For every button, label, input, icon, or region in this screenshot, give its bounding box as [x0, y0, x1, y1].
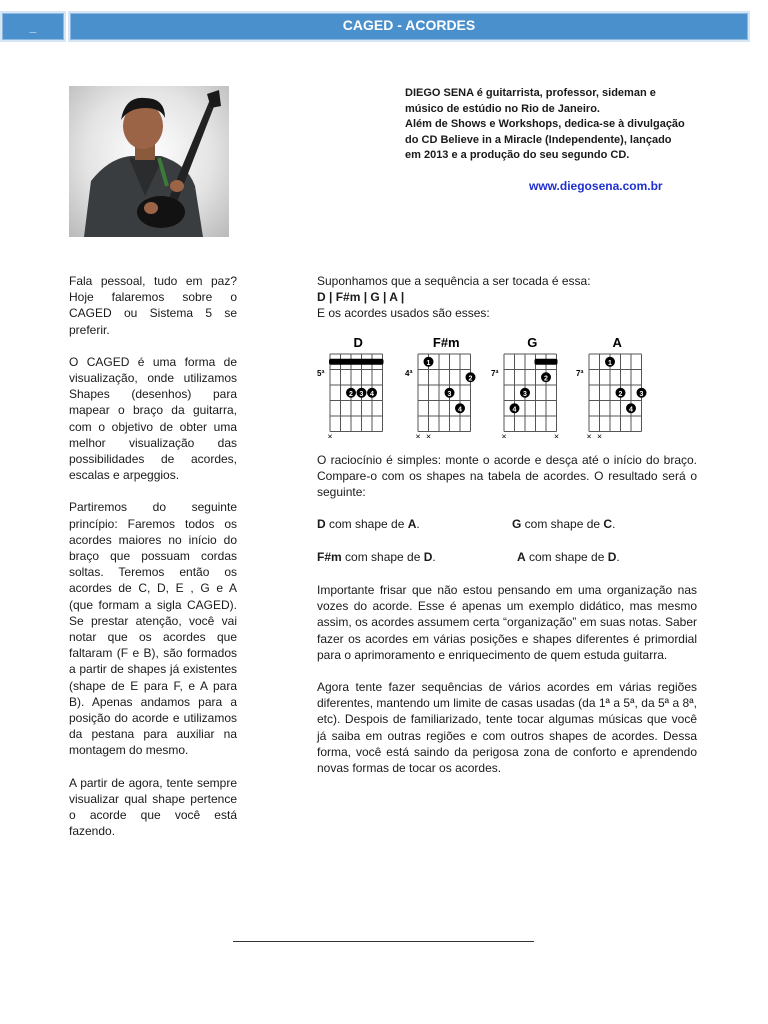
finger-number: 3: [359, 390, 364, 398]
pair-end: .: [432, 550, 436, 564]
pair-text: com shape de: [521, 517, 604, 531]
left-column: [69, 273, 237, 856]
finger-number: 2: [544, 375, 548, 383]
finger-number: 1: [426, 359, 431, 367]
pair-text: com shape de: [325, 517, 408, 531]
pair-shape: A: [407, 517, 417, 531]
right-column: [317, 273, 697, 322]
bio-line: em 2013 e a produção do seu segundo CD.: [405, 149, 630, 161]
chord-name: A: [612, 335, 622, 350]
muted-string-mark: ×: [415, 431, 421, 438]
finger-number: 3: [523, 390, 527, 398]
pair-text: com shape de: [525, 550, 608, 564]
muted-string-mark: ×: [586, 431, 592, 438]
shape-pair: [517, 550, 620, 564]
finger-number: 4: [458, 406, 462, 414]
pair-shape: D: [423, 550, 433, 564]
header-tab: _: [2, 13, 64, 40]
paragraph-reasoning: O raciocínio é simples: monte o acorde e desça até o início do braço. Compare-o com os shapes na tabela de acordes. O resultado será o seguinte:: [317, 453, 697, 500]
chord-name: F#m: [432, 335, 460, 350]
muted-string-mark: ×: [327, 431, 333, 438]
website-link[interactable]: www.diegosena.com.br: [529, 179, 663, 193]
fret-position-label: 5ª: [317, 369, 325, 378]
chord-name: G: [527, 335, 538, 350]
muted-string-mark: ×: [425, 431, 432, 438]
barre-mark: [329, 359, 384, 365]
finger-number: 1: [608, 359, 612, 367]
barre-mark: [535, 359, 558, 365]
muted-string-mark: ×: [501, 431, 507, 438]
bio-line: DIEGO SENA é guitarrista, professor, sideman e: [405, 87, 656, 99]
paragraph-principle: Partiremos do seguinte princípio: Faremos todos os acordes maiores no início do braço que possuam cordas soltas. Teremos então os acordes de C, D, E , G e A (que formam a sigla CAGED). Se prestar atenção, você vai notar que os acordes que faltaram (F e B), são formados a partir de shapes já existentes (shape de E para F, e A para B). Apenas andamos para a posição do acorde e utilizamos da pestana para auxiliar na montagem do mesmo.: [69, 500, 237, 758]
pair-chord: G: [512, 517, 522, 531]
paragraph-important: Importante frisar que não estou pensando em uma organização nas vozes do acorde. Esse é apenas um exemplo didático, mas mesmo assim, os acordes assumem certa “organização” em suas notas. Saber fazer os acordes em várias posições e shapes diferentes é primordial para o aprimoramento e enriquecimento de quem estuda guitarra.: [317, 583, 697, 662]
paragraph-caged-definition: O CAGED é uma forma de visualização, onde utilizamos Shapes (desenhos) para mapear o braço da guitarra, com o objetivo de obter uma melhor visualização das possibilidades de acordes, escalas e arpeggios.: [69, 354, 237, 483]
fret-position-label: 4ª: [405, 369, 413, 378]
author-bio: [405, 86, 705, 164]
chord-diagrams: [316, 334, 656, 438]
guitarist-image: [69, 86, 229, 237]
finger-number: 3: [447, 390, 452, 398]
bio-line: músico de estúdio no Rio de Janeiro.: [405, 102, 600, 115]
footer-divider: [233, 941, 534, 942]
pair-shape: D: [607, 550, 617, 564]
chord-sequence: D | F#m | G | A |: [317, 290, 405, 305]
paragraph-practice: Agora tente fazer sequências de vários acordes em várias regiões diferentes, mantendo um limite de casas usadas (da 1ª a 5ª, da 5ª a 8ª, etc). Despois de familiarizado, tente tocar algumas músicas que você já saiba em outras regiões e com outros shapes de acordes. Dessa forma, você está saindo da perigosa zona de conforto e aprendendo novas formas de tocar os acordes.: [317, 680, 697, 776]
muted-string-mark: ×: [596, 431, 603, 438]
pair-chord: A: [517, 550, 526, 564]
right-column-lower: [317, 452, 697, 517]
shape-pair: [317, 550, 436, 564]
pair-text: com shape de: [341, 550, 424, 564]
pair-chord: D: [317, 517, 326, 531]
author-photo: [69, 86, 229, 237]
chords-used-label: E os acordes usados são esses:: [317, 306, 490, 321]
paragraph-conclusion: A partir de agora, tente sempre visualizar qual shape pertence o acorde que você está fazendo.: [69, 775, 237, 839]
fret-position-label: 7ª: [576, 369, 584, 378]
finger-number: 2: [618, 390, 623, 398]
finger-number: 2: [468, 375, 473, 383]
finger-number: 2: [349, 390, 353, 398]
pair-chord: F#m: [317, 550, 342, 564]
fret-position-label: 7ª: [491, 369, 499, 378]
bio-line: Além de Shows e Workshops, dedica-se à divulgação: [405, 118, 685, 130]
finger-number: 4: [370, 390, 374, 398]
sequence-intro: Suponhamos que a sequência a ser tocada é essa:: [317, 274, 591, 288]
chord-name: D: [353, 335, 363, 350]
shape-pair: [317, 517, 420, 531]
finger-number: 4: [512, 406, 517, 414]
right-column-bottom: [317, 582, 697, 792]
finger-number: 4: [629, 406, 633, 414]
finger-number: 3: [639, 390, 644, 398]
pair-end: .: [612, 517, 616, 531]
paragraph-intro: Fala pessoal, tudo em paz? Hoje falaremos sobre o CAGED ou Sistema 5 se preferir.: [69, 274, 237, 337]
pair-shape: C: [603, 517, 613, 531]
page-title: CAGED - ACORDES: [70, 13, 748, 40]
pair-end: .: [416, 517, 420, 531]
muted-string-mark: ×: [553, 431, 560, 438]
pair-end: .: [616, 550, 620, 564]
bio-line: do CD Believe in a Miracle (Independente), lançado: [405, 133, 672, 146]
shape-pair: [512, 517, 615, 531]
